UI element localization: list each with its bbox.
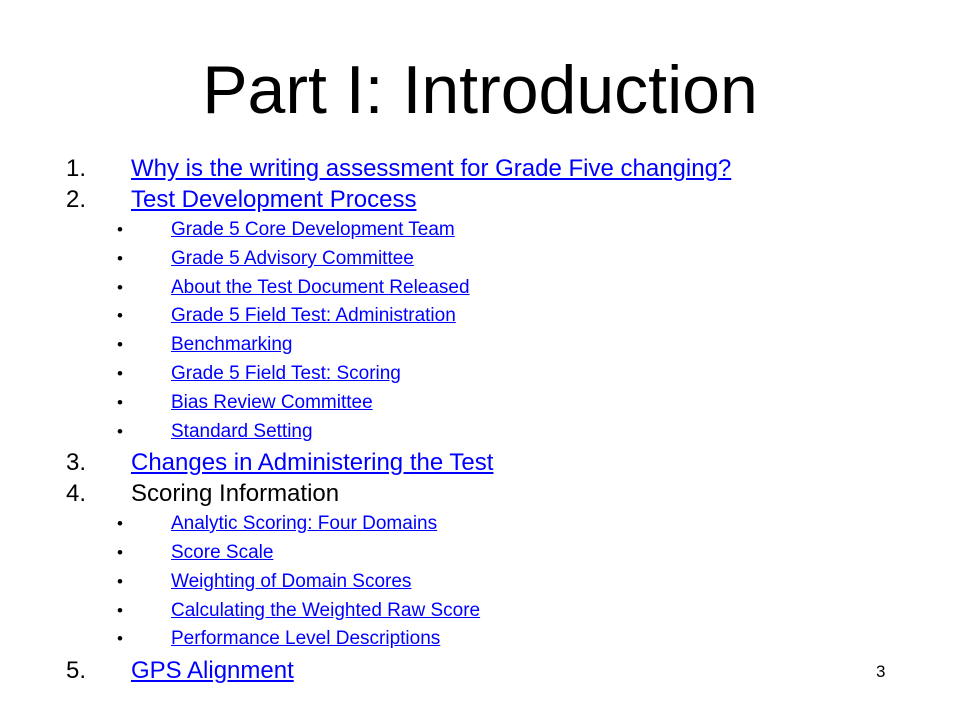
bullet-marker: • [117, 601, 123, 620]
bullet-marker: • [117, 306, 123, 325]
link-gps-alignment[interactable]: GPS Alignment [131, 657, 294, 684]
link-score-scale[interactable]: Score Scale [171, 542, 274, 563]
link-analytic-scoring[interactable]: Analytic Scoring: Four Domains [171, 513, 438, 534]
link-why-writing-assessment-changing[interactable]: Why is the writing assessment for Grade Five changing? [131, 155, 732, 182]
link-performance-level-descriptions[interactable]: Performance Level Descriptions [171, 628, 441, 649]
link-field-test-scoring[interactable]: Grade 5 Field Test: Scoring [171, 363, 401, 384]
bullet-marker: • [117, 335, 123, 354]
link-field-test-administration[interactable]: Grade 5 Field Test: Administration [171, 305, 456, 326]
link-weighted-raw-score[interactable]: Calculating the Weighted Raw Score [171, 600, 481, 621]
link-test-document-released[interactable]: About the Test Document Released [171, 277, 470, 298]
bullet-marker: • [117, 393, 123, 412]
bullet-marker: • [117, 543, 123, 562]
link-bias-review-committee[interactable]: Bias Review Committee [171, 392, 373, 413]
bullet-marker: • [117, 278, 123, 297]
bullet-marker: • [117, 249, 123, 268]
link-standard-setting[interactable]: Standard Setting [171, 421, 313, 442]
link-changes-administering-test[interactable]: Changes in Administering the Test [131, 449, 494, 476]
link-weighting-domain-scores[interactable]: Weighting of Domain Scores [171, 571, 412, 592]
list-number: 2. [66, 186, 87, 213]
link-test-development-process[interactable]: Test Development Process [131, 186, 417, 213]
list-number: 3. [66, 449, 87, 476]
bullet-marker: • [117, 422, 123, 441]
bullet-marker: • [117, 364, 123, 383]
bullet-marker: • [117, 220, 123, 239]
list-number: 5. [66, 657, 87, 684]
slide-title: Part I: Introduction [202, 52, 758, 128]
list-number: 1. [66, 155, 87, 182]
link-advisory-committee[interactable]: Grade 5 Advisory Committee [171, 248, 414, 269]
page-number: 3 [876, 662, 886, 681]
bullet-marker: • [117, 514, 123, 533]
bullet-marker: • [117, 629, 123, 648]
link-core-development-team[interactable]: Grade 5 Core Development Team [171, 219, 455, 240]
bullet-marker: • [117, 572, 123, 591]
list-number: 4. [66, 480, 87, 507]
link-benchmarking[interactable]: Benchmarking [171, 334, 293, 355]
scoring-information-heading: Scoring Information [131, 480, 340, 507]
